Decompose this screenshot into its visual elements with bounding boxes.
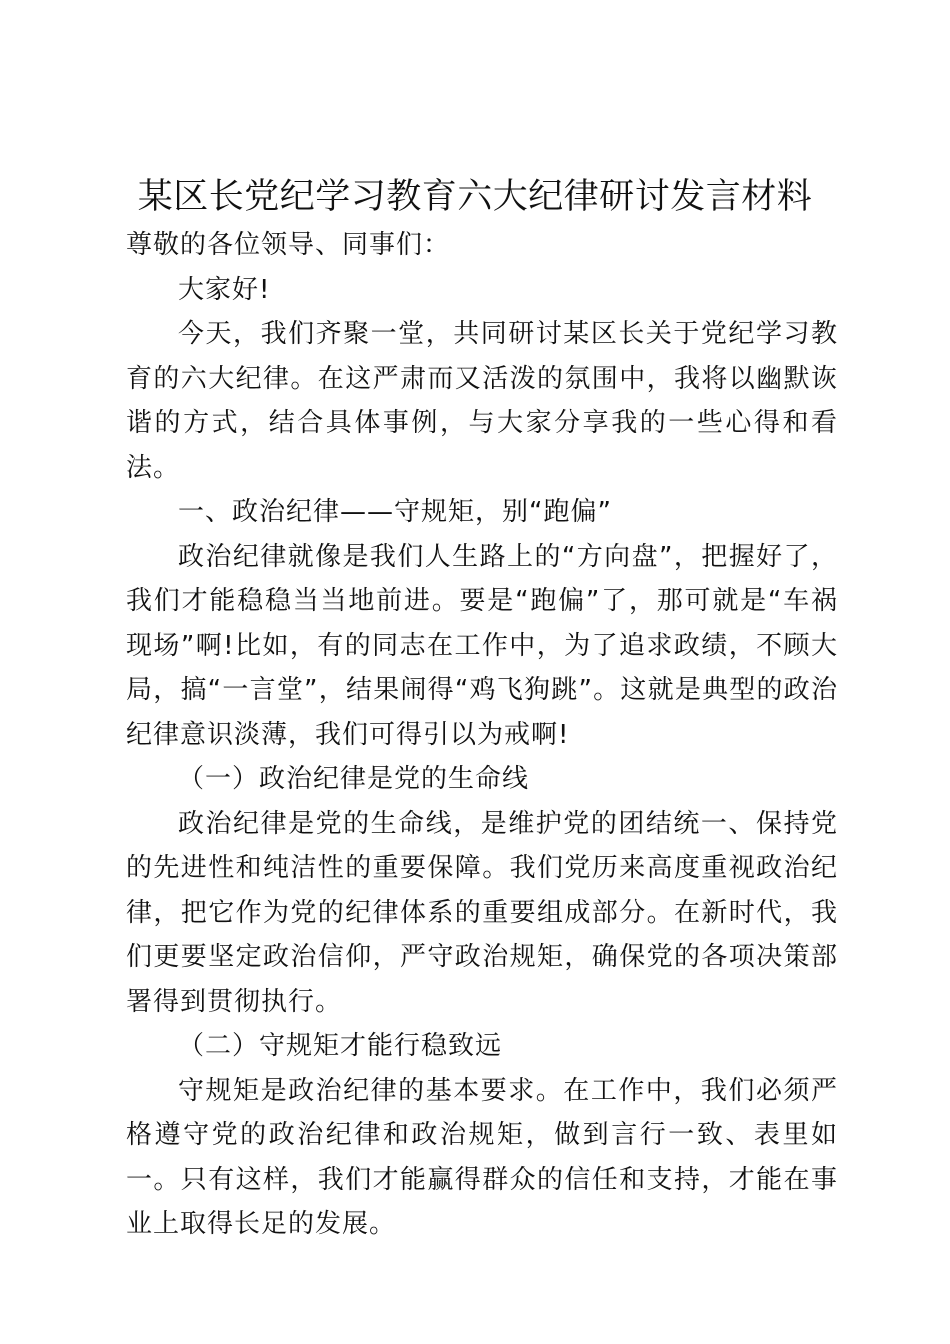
section-heading-political-discipline: 一、政治纪律——守规矩，别“跑偏” [178,497,612,527]
subsection-heading-2: （二）守规矩才能行稳致远 [178,1031,503,1061]
document-body [126,223,838,1247]
salutation: 尊敬的各位领导、同事们： [126,230,451,260]
subsection-heading-1: （一）政治纪律是党的生命线 [178,764,530,794]
body-paragraph: 守规矩是政治纪律的基本要求。在工作中，我们必须严格遵守党的政治纪律和政治规矩，做到言行一致、表里如一。只有这样，我们才能赢得群众的信任和支持，才能在事业上取得长足的发展。 [126,1075,838,1239]
body-paragraph: 政治纪律就像是我们人生路上的“方向盘”，把握好了，我们才能稳稳当当地前进。要是“跑偏”了，那可就是“车祸现场”啊!比如，有的同志在工作中，为了追求政绩，不顾大局，搞“一言堂”，结果闹得“鸡飞狗跳”。这就是典型的政治纪律意识淡薄，我们可得引以为戒啊! [126,541,838,750]
greeting-paragraph: 大家好! [178,274,271,305]
intro-paragraph: 今天，我们齐聚一堂，共同研讨某区长关于党纪学习教育的六大纪律。在这严肃而又活泼的氛围中，我将以幽默诙谐的方式，结合具体事例，与大家分享我的一些心得和看法。 [126,319,838,483]
body-paragraph: 政治纪律是党的生命线，是维护党的团结统一、保持党的先进性和纯洁性的重要保障。我们党历来高度重视政治纪律，把它作为党的纪律体系的重要组成部分。在新时代，我们更要坚定政治信仰，严守政治规矩，确保党的各项决策部署得到贯彻执行。 [126,808,838,1017]
document-title: 某区长党纪学习教育六大纪律研讨发言材料 [137,177,813,217]
